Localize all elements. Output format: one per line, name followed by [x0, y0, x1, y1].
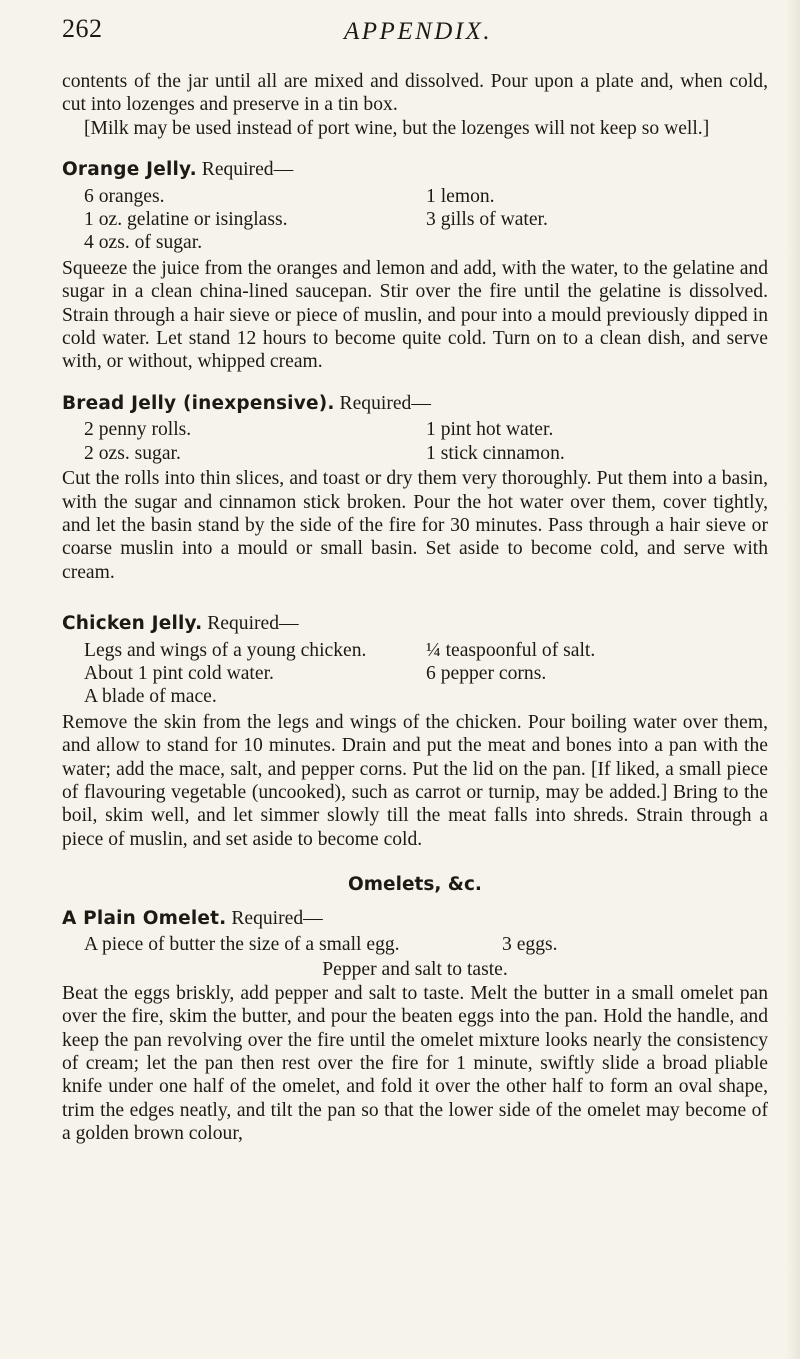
ingredient: 1 pint hot water. [426, 419, 554, 441]
ingredient-extra-line: Pepper and salt to taste. [322, 959, 508, 981]
ingredient: A blade of mace. [84, 686, 217, 708]
ingredient: 2 ozs. sugar. [84, 442, 181, 464]
ingredient: 1 oz. gelatine or isinglass. [84, 209, 288, 231]
ingredient: 3 eggs. [502, 934, 558, 955]
ingredient [426, 231, 768, 254]
required-label: Required— [339, 392, 431, 414]
ingredient [426, 685, 768, 708]
required-label: Required— [231, 907, 323, 929]
recipe-heading-plain-omelet [62, 907, 768, 930]
ingredient-list-chicken-jelly [84, 639, 768, 709]
recipe-title: A Plain Omelet. [62, 907, 227, 929]
recipe-heading-chicken-jelly [62, 612, 768, 635]
recipe-title: Orange Jelly. [62, 159, 197, 181]
ingredient: 1 stick cinnamon. [426, 442, 565, 464]
page-body [62, 70, 768, 1146]
ingredient: 6 oranges. [84, 185, 165, 207]
ingredient-list-orange-jelly [84, 185, 768, 255]
ingredient: 2 penny rolls. [84, 419, 192, 441]
ingredient: 6 pepper corns. [426, 662, 547, 684]
ingredient: 1 lemon. [426, 185, 495, 207]
section-heading: Omelets, &c. [348, 874, 482, 896]
ingredient: About 1 pint cold water. [84, 662, 274, 684]
running-head: APPENDIX. [344, 18, 493, 45]
page-number: 262 [62, 14, 103, 43]
ingredient: 3 gills of water. [426, 209, 548, 231]
ingredient: ¼ teaspoonful of salt. [426, 639, 596, 661]
note-paragraph: [Milk may be used instead of port wine, but the lozenges will not keep so well.] [84, 117, 710, 139]
recipe-heading-bread-jelly [62, 392, 768, 415]
recipe-title: Chicken Jelly. [62, 613, 203, 635]
recipe-title: Bread Jelly (inexpensive). [62, 392, 335, 414]
ingredient: 4 ozs. of sugar. [84, 232, 203, 254]
ingredient: Legs and wings of a young chicken. [84, 639, 367, 661]
required-label: Required— [207, 613, 299, 635]
method-paragraph: Squeeze the juice from the oranges and lemon and add, with the water, to the gelatine and sugar in a clean china-lined saucepan. Stir over the fire until the gelatine is dissolved. Strain through a hair sieve or piece of muslin, and pour into a mould previously dipped in cold water. Let stand 12 hours to become quite cold. Turn on to a clean dish, and serve with, or without, whipped cream. [62, 257, 768, 373]
method-paragraph: Remove the skin from the legs and wings of the chicken. Pour boiling water over them, and allow to stand for 10 minutes. Drain and put the meat and bones into a pan with the water; add the mace, salt, and pepper corns. Put the lid on the pan. [If liked, a small piece of flavouring vegetable (uncooked), such as carrot or turnip, may be added.] Bring to the boil, skim well, and let simmer slowly till the meat falls into shreds. Strain through a piece of muslin, and set aside to become cold. [62, 711, 768, 850]
page-header [62, 14, 762, 54]
ingredient-list-bread-jelly [84, 418, 768, 465]
method-paragraph: Beat the eggs briskly, add pepper and salt to taste. Melt the butter in a small omelet pan over the fire, skim the butter, and pour the beaten eggs into the pan. Hold the handle, and keep the pan revolving over the fire until the omelet mixture looks nearly the consistency of cream; let the pan then rest over the fire for 1 minute, swiftly slide a broad pliable knife under one half of the omelet, and fold it over the other half to form an oval shape, trim the edges neatly, and tilt the pan so that the lower side of the omelet may become of a golden brown colour, [62, 982, 768, 1145]
recipe-heading-orange-jelly [62, 158, 768, 181]
page-edge-shadow [786, 0, 800, 1359]
continuation-paragraph: contents of the jar until all are mixed and dissolved. Pour upon a plate and, when cold, cut into lozenges and preserve in a tin box. [62, 71, 768, 116]
method-paragraph: Cut the rolls into thin slices, and toast or dry them very thoroughly. Put them into a basin, with the sugar and cinnamon stick broken. Pour the hot water over them, cover tightly, and let the basin stand by the side of the fire for 30 minutes. Pass through a hair sieve or coarse muslin into a mould or small basin. Set aside to become cold, and serve with cream. [62, 468, 768, 583]
required-label: Required— [201, 159, 294, 181]
ingredient: A piece of butter the size of a small egg. [84, 934, 400, 955]
ingredient-list-plain-omelet [84, 933, 768, 956]
